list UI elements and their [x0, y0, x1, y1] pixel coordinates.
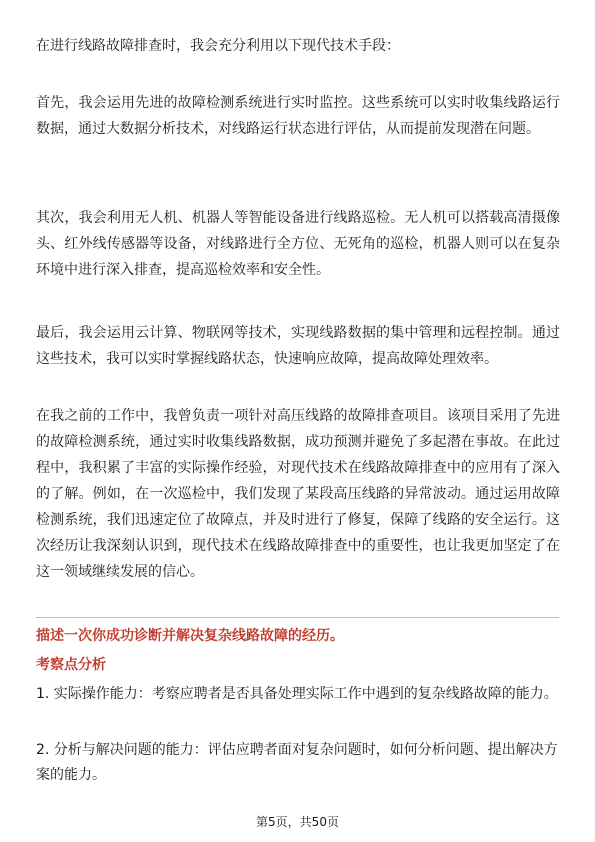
section-divider	[36, 617, 559, 618]
paragraph-experience: 在我之前的工作中，我曾负责一项针对高压线路的故障排查项目。该项目采用了先进的故障检测系统，通过实时收集线路数据，成功预测并避免了多起潜在事故。在此过程中，我积累了丰富的实际操作经验，对现代技术在线路故障排查中的应用有了深入的了解。例如，在一次巡检中，我们发现了某段高压线路的异常波动。通过运用故障检测系统，我们迅速定位了故障点，并及时进行了修复，保障了线路的安全运行。这次经历让我深刻认识到，现代技术在线路故障排查中的重要性，也让我更加坚定了在这一领域继续发展的信心。	[36, 408, 560, 580]
paragraph-first: 首先，我会运用先进的故障检测系统进行实时监控。这些系统可以实时收集线路运行数据，通过大数据分析技术，对线路运行状态进行评估，从而提前发现潜在问题。	[36, 95, 560, 137]
analysis-item-1: 1. 实际操作能力：考察应聘者是否具备处理实际工作中遇到的复杂线路故障的能力。	[36, 686, 558, 702]
paragraph-last: 最后，我会运用云计算、物联网等技术，实现线路数据的集中管理和远程控制。通过这些技术，我可以实时掌握线路状态，快速响应故障，提高故障处理效率。	[36, 325, 560, 367]
analysis-item-2: 2. 分析与解决问题的能力：评估应聘者面对复杂问题时，如何分析问题、提出解决方案的能力。	[36, 742, 558, 783]
paragraph-second: 其次，我会利用无人机、机器人等智能设备进行线路巡检。无人机可以搭载高清摄像头、红外线传感器等设备，对线路进行全方位、无死角的巡检，机器人则可以在复杂环境中进行深入排查，提高巡检效率和安全性。	[36, 210, 560, 278]
analysis-title: 考察点分析	[36, 657, 106, 673]
question-heading: 描述一次你成功诊断并解决复杂线路故障的经历。	[36, 628, 344, 644]
intro-paragraph: 在进行线路故障排查时，我会充分利用以下现代技术手段：	[36, 38, 400, 54]
page-number: 第5页，共50页	[256, 815, 339, 829]
